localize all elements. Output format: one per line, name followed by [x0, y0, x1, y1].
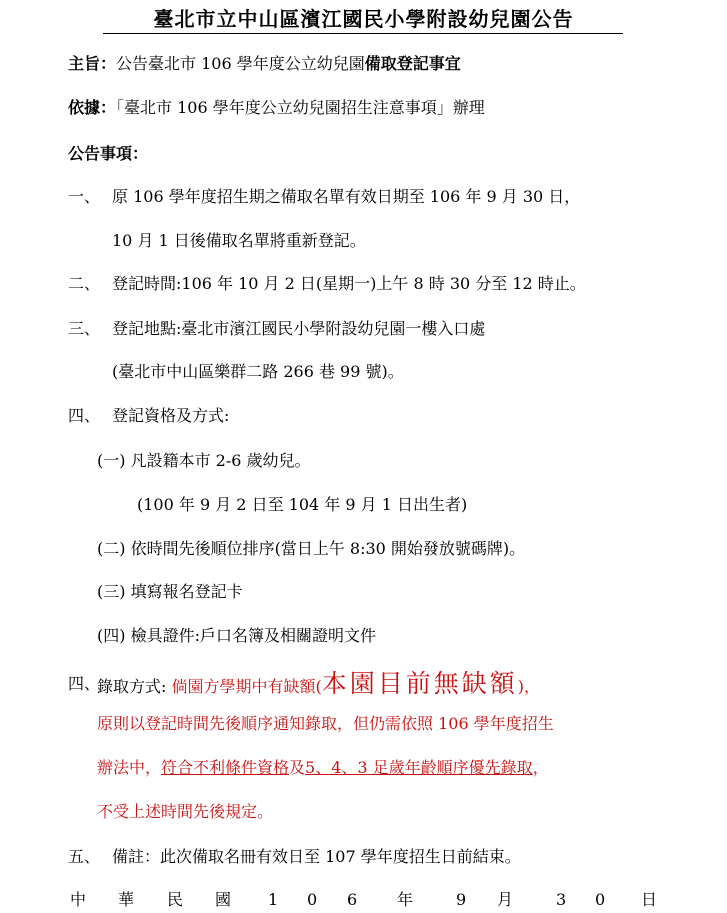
- subject-text: 公告臺北市 106 學年度公立幼兒園: [116, 54, 365, 73]
- title-underline: [103, 33, 623, 34]
- item2-num: 二、: [68, 274, 101, 293]
- item5-red-text: 倘園方學期中有缺額(: [171, 677, 322, 696]
- date-char: 1: [268, 890, 279, 909]
- notice-label: 公告事項：: [68, 144, 149, 163]
- sub3-text: (三) 填寫報名登記卡: [97, 582, 243, 601]
- subject-bold-text: 備取登記事宜: [364, 54, 461, 73]
- date-char: 年: [397, 890, 414, 909]
- sub1-line2: (100 年 9 月 2 日至 104 年 9 月 1 日出生者): [137, 495, 468, 514]
- item6-num: 五、: [68, 847, 101, 866]
- date-char: 3: [556, 890, 567, 909]
- date-char: 中: [70, 890, 87, 909]
- basis-text: 「臺北市 106 學年度公立幼兒園招生注意事項」辦理: [116, 98, 485, 117]
- date-char: 6: [347, 890, 358, 909]
- item5-num: 四、: [68, 674, 101, 693]
- item5-underline-1: 符合不利條件資格: [161, 758, 290, 777]
- basis-line: [68, 97, 485, 119]
- subject-label: 主旨：: [68, 54, 117, 73]
- item5-line2: 原則以登記時間先後順序通知錄取，但仍需依照 106 學年度招生: [97, 714, 554, 733]
- date-char: 月: [497, 890, 514, 909]
- item5-big-red-text: 本園目前無缺額: [321, 669, 518, 698]
- item5-line3-and: 及: [289, 758, 306, 777]
- item5-line3-end: ，: [532, 758, 549, 777]
- basis-label: 依據：: [68, 98, 117, 117]
- item5-line1: [97, 666, 540, 705]
- subject-line: [68, 53, 461, 75]
- item5-red-close: )，: [517, 677, 541, 696]
- date-char: 國: [215, 890, 232, 909]
- date-char: 民: [167, 890, 184, 909]
- item5-label: 錄取方式:: [97, 677, 167, 696]
- item5-underline-2: 5、4、3 足歲年齡順序優先錄取: [305, 758, 533, 777]
- date-line: [0, 889, 727, 911]
- item3-line1: 登記地點:臺北市濱江國民小學附設幼兒園一樓入口處: [112, 319, 486, 338]
- date-char: 0: [307, 890, 318, 909]
- item5-line3-start: 辦法中，: [97, 758, 162, 777]
- item1-line1: 原 106 學年度招生期之備取名單有效日期至 106 年 9 月 30 日，: [112, 187, 581, 206]
- item4-num: 四、: [68, 406, 101, 425]
- date-char: 華: [118, 890, 135, 909]
- item5-line4: 不受上述時間先後規定。: [97, 802, 274, 821]
- item6-text: 備註：此次備取名冊有效日至 107 學年度招生日前結束。: [112, 847, 521, 866]
- date-char: 0: [595, 890, 606, 909]
- item4-text: 登記資格及方式:: [112, 406, 230, 425]
- item1-line2: 10 月 1 日後備取名單將重新登記。: [112, 231, 366, 250]
- sub4-text: (四) 檢具證件:戶口名簿及相關證明文件: [97, 626, 376, 645]
- item1-num: 一、: [68, 187, 101, 206]
- item2-text: 登記時間:106 年 10 月 2 日(星期一)上午 8 時 30 分至 12 時止。: [112, 274, 586, 293]
- date-char: 日: [641, 890, 658, 909]
- date-char: 9: [456, 890, 467, 909]
- item3-num: 三、: [68, 319, 101, 338]
- sub2-text: (二) 依時間先後順位排序(當日上午 8:30 開始發放號碼牌)。: [97, 539, 526, 558]
- sub1-line1: (一) 凡設籍本市 2-6 歲幼兒。: [97, 451, 311, 470]
- item3-line2: (臺北市中山區樂群二路 266 巷 99 號)。: [112, 362, 404, 381]
- page-title: 臺北市立中山區濱江國民小學附設幼兒園公告: [153, 7, 574, 31]
- item5-line3: [97, 757, 549, 779]
